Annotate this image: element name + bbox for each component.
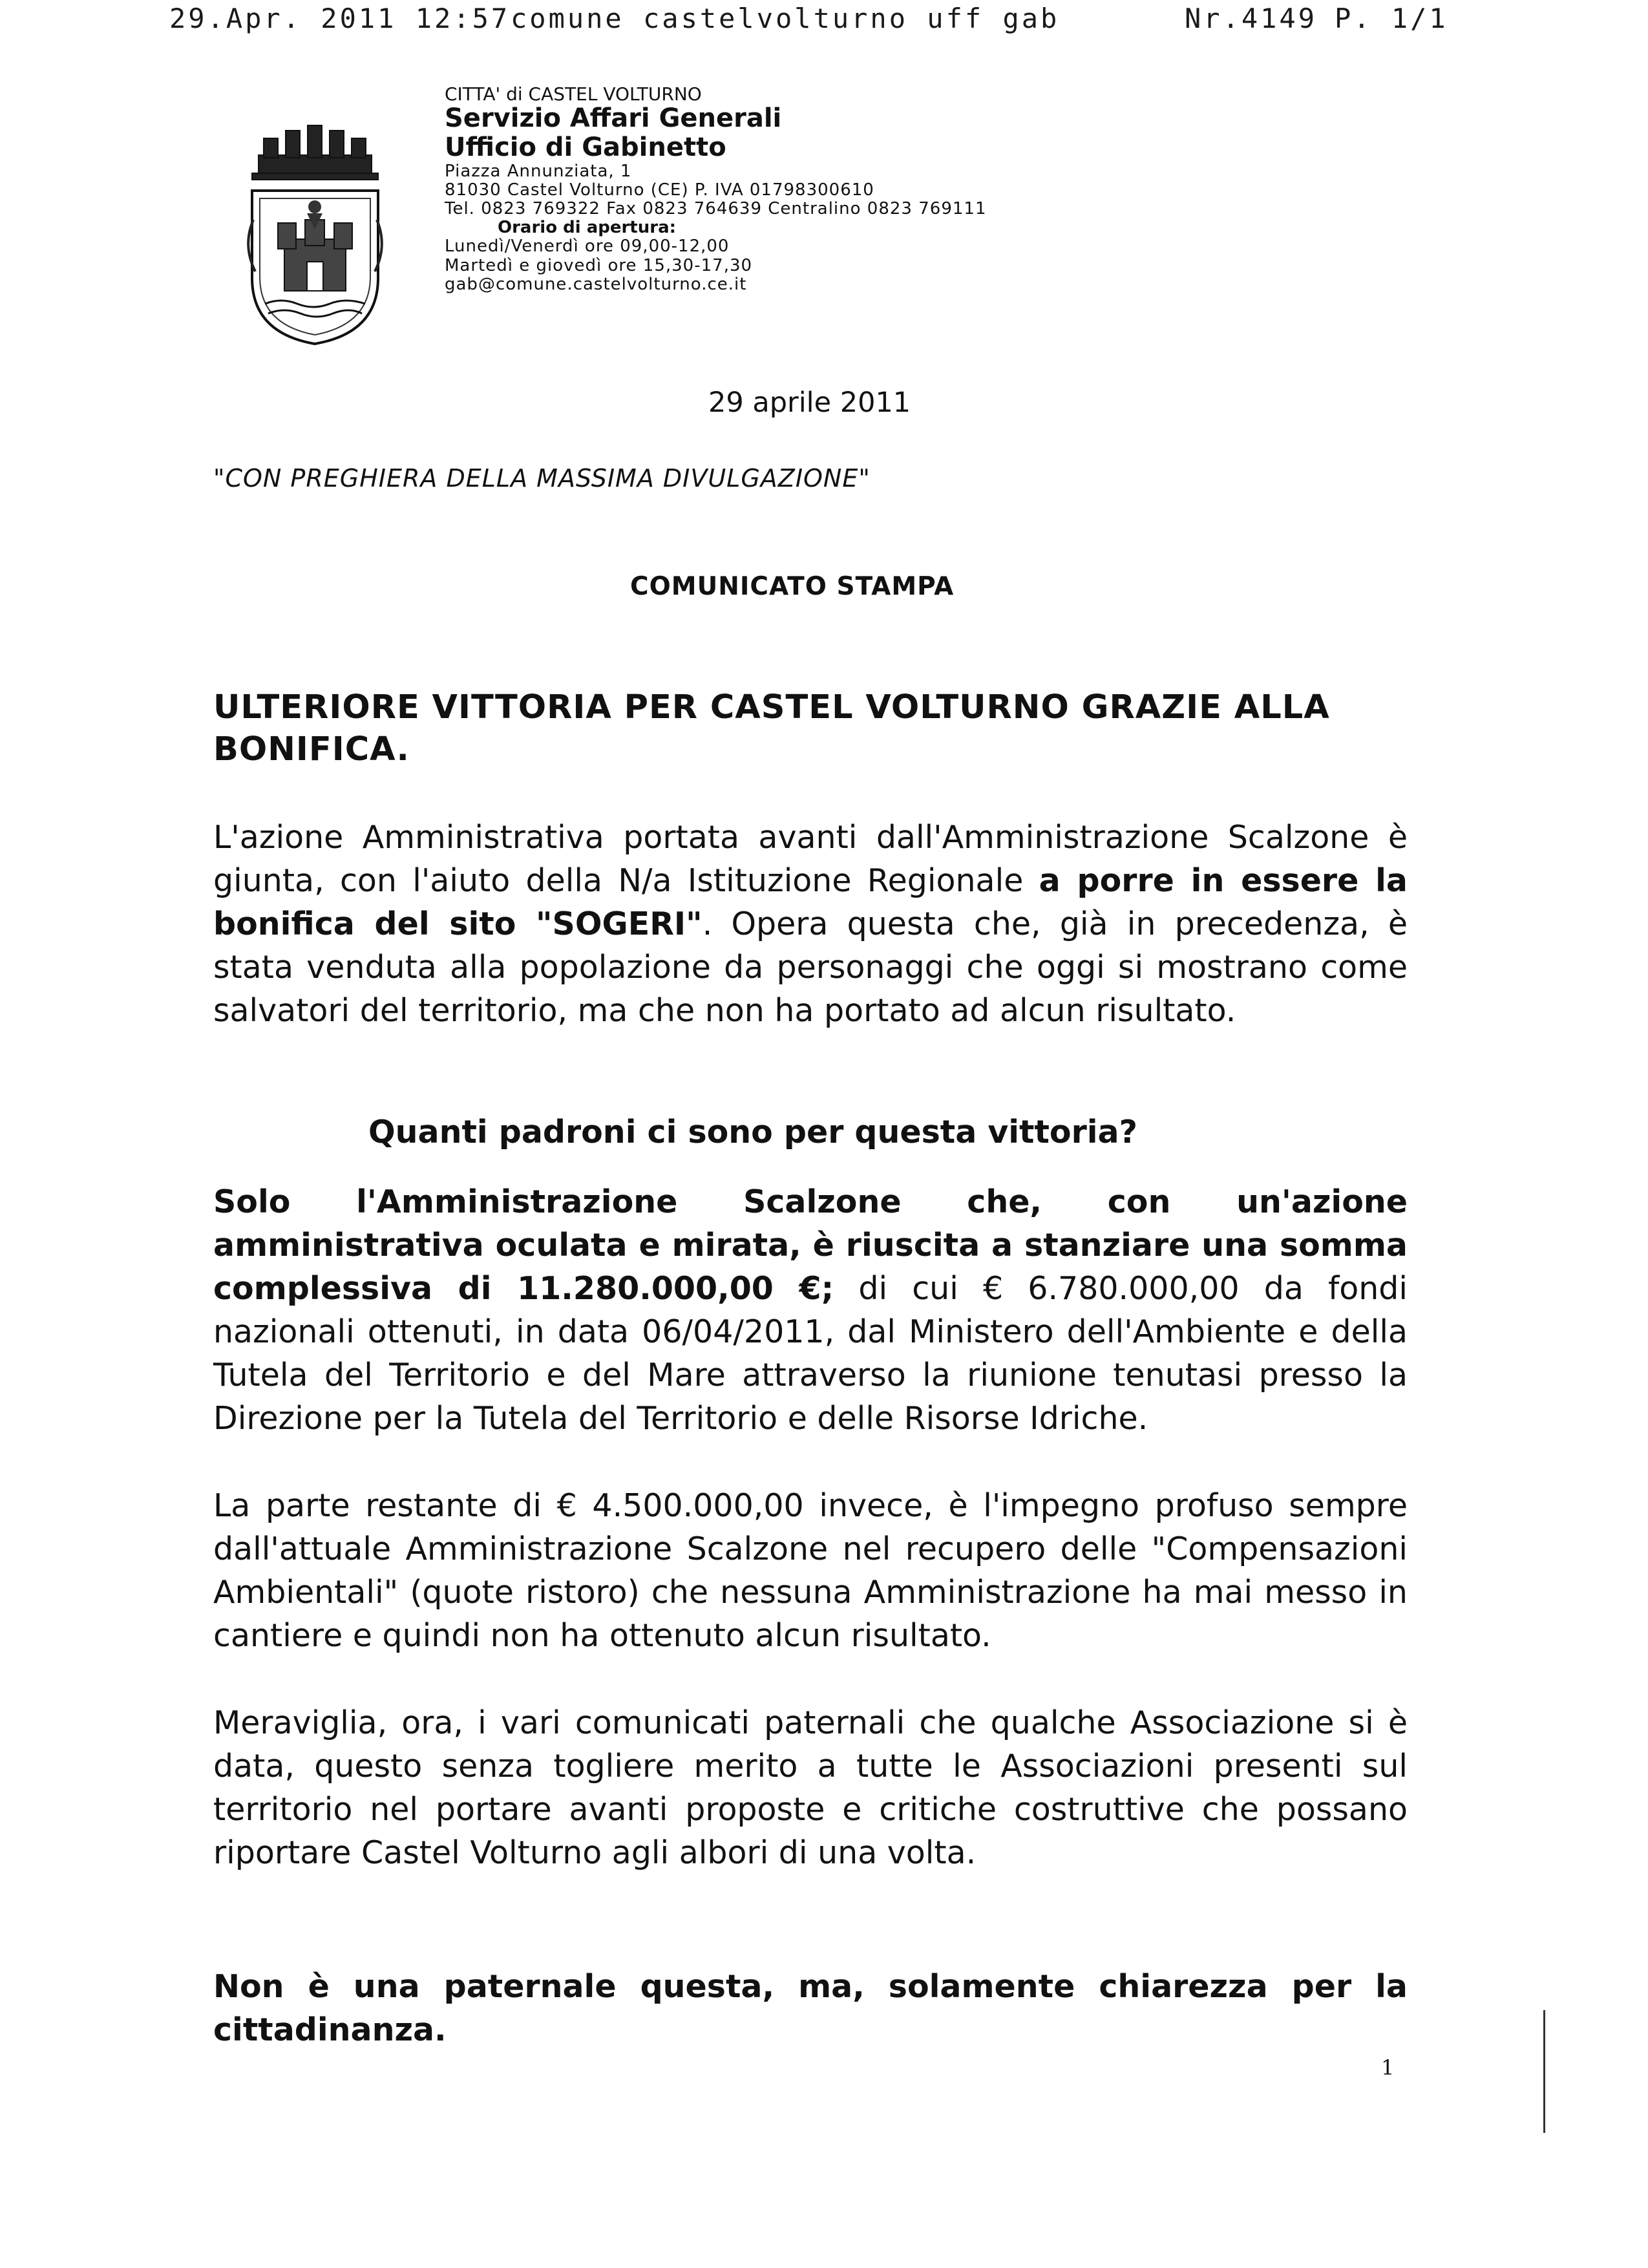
letterhead-service: Servizio Affari Generali bbox=[445, 103, 782, 134]
municipal-crest-icon bbox=[246, 116, 385, 349]
paragraph-3: La parte restante di € 4.500.000,00 invece, è l'impegno profuso sempre dall'attuale Amministrazione Scalzone nel recupero delle "Compensazioni Ambientali" (quote ristoro) che nessuna Amministrazione ha mai messo in cantiere e quindi non ha ottenuto alcun risultato. bbox=[213, 1487, 1408, 1654]
divulgation-note: "CON PREGHIERA DELLA MASSIMA DIVULGAZIONE" bbox=[213, 464, 871, 493]
letterhead-orario-2: Martedì e giovedì ore 15,30-17,30 bbox=[445, 255, 753, 275]
letterhead bbox=[445, 84, 987, 294]
subheading-question: Quanti padroni ci sono per questa vittoria? bbox=[368, 1114, 1138, 1150]
letterhead-address: Piazza Annunziata, 1 bbox=[445, 161, 632, 181]
fax-number: Nr.4149 bbox=[1185, 3, 1318, 34]
fax-page: P. 1/1 bbox=[1335, 3, 1448, 34]
fax-sender: comune castelvolturno uff gab bbox=[511, 3, 1060, 34]
scan-artifact-line bbox=[1543, 2010, 1545, 2133]
paragraph-1-text-a: L'azione Amministrativa portata avanti dall'Amministrazione Scalzone è giunta, con l'aiuto della N/a Istituzione Regionale bbox=[213, 819, 1408, 899]
paragraph-1-bold: a porre in essere la bonifica del sito "SOGERI" bbox=[213, 862, 1408, 942]
paragraph-2 bbox=[213, 1180, 1408, 1440]
letterhead-city: CITTA' di CASTEL VOLTURNO bbox=[445, 83, 702, 105]
fax-timestamp: 29.Apr. 2011 12:57 bbox=[169, 3, 511, 34]
letterhead-orario-1: Lunedì/Venerdì ore 09,00-12,00 bbox=[445, 237, 730, 257]
paragraph-2-bold: Solo l'Amministrazione Scalzone che, con un'azione amministrativa oculata e mirata, è riuscita a stanziare una somma complessiva di 11.280.000,00 €; bbox=[213, 1183, 1408, 1307]
document-date: 29 aprile 2011 bbox=[708, 387, 911, 419]
letterhead-office: Ufficio di Gabinetto bbox=[445, 132, 726, 163]
paragraph-1-text-c: . Opera questa che, già in precedenza, è stata venduta alla popolazione da personaggi che oggi si mostrano come salvatori del territorio, ma che non ha portato ad alcun risultato. bbox=[213, 906, 1408, 1029]
document-type-heading: COMUNICATO STAMPA bbox=[630, 572, 955, 601]
page-number: 1 bbox=[1381, 2055, 1395, 2080]
letterhead-email: gab@comune.castelvolturno.ce.it bbox=[445, 274, 747, 294]
press-release-headline: ULTERIORE VITTORIA PER CASTEL VOLTURNO GRAZIE ALLA BONIFICA. bbox=[213, 688, 1330, 768]
letterhead-phones: Tel. 0823 769322 Fax 0823 764639 Centralino 0823 769111 bbox=[445, 199, 987, 219]
paragraph-4: Meraviglia, ora, i vari comunicati paternali che qualche Associazione si è data, questo senza togliere merito a tutte le Associazioni presenti sul territorio nel portare avanti proposte e critiche costruttive che possano riportare Castel Volturno agli albori di una volta. bbox=[213, 1704, 1408, 1871]
letterhead-cap-piva: 81030 Castel Volturno (CE) P. IVA 01798300610 bbox=[445, 180, 874, 200]
paragraph-2-text: di cui € 6.780.000,00 da fondi nazionali ottenuti, in data 06/04/2011, dal Ministero dell'Ambiente e della Tutela del Territorio e del Mare attraverso la riunione tenutasi presso la Direzione per la Tutela del Territorio e delle Risorse Idriche. bbox=[213, 1270, 1408, 1437]
closing-statement: Non è una paternale questa, ma, solamente chiarezza per la cittadinanza. bbox=[213, 1968, 1408, 2048]
paragraph-1 bbox=[213, 816, 1408, 1032]
letterhead-orario-label: Orario di apertura: bbox=[498, 218, 677, 238]
